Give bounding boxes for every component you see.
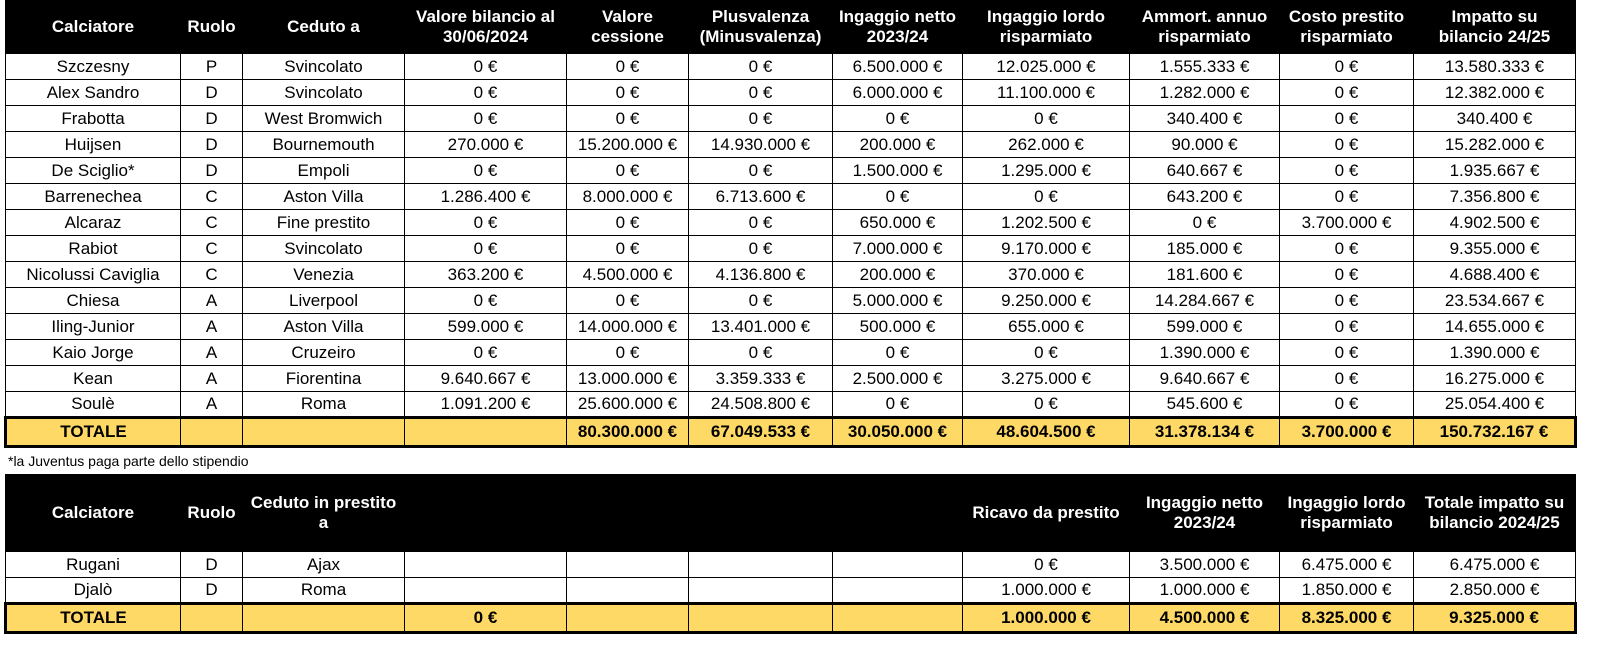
table-row (6, 288, 1576, 314)
table-cell: 0 € (1280, 132, 1414, 158)
table-cell: 25.600.000 € (567, 392, 689, 418)
total-cell (833, 604, 963, 633)
table-cell: 6.500.000 € (833, 54, 963, 80)
table-cell: Empoli (243, 158, 405, 184)
table-cell: 599.000 € (405, 314, 567, 340)
table-cell: D (181, 158, 243, 184)
table-cell: 643.200 € (1130, 184, 1280, 210)
table-cell: D (181, 132, 243, 158)
table-cell: 1.500.000 € (833, 158, 963, 184)
table-cell: Rabiot (6, 236, 181, 262)
table-cell (405, 552, 567, 578)
table-cell: 6.475.000 € (1280, 552, 1414, 578)
table-cell: 13.580.333 € (1414, 54, 1576, 80)
total-cell: 1.000.000 € (963, 604, 1130, 633)
table-cell: 0 € (405, 288, 567, 314)
table-cell: A (181, 314, 243, 340)
total-cell: TOTALE (6, 604, 181, 633)
total-cell (405, 418, 567, 447)
table-cell: Svincolato (243, 54, 405, 80)
column-header: Ricavo da prestito (963, 475, 1130, 552)
table-row (6, 552, 1576, 578)
table-cell: P (181, 54, 243, 80)
table-cell: 6.475.000 € (1414, 552, 1576, 578)
total-cell: TOTALE (6, 418, 181, 447)
table-cell: 1.000.000 € (963, 578, 1130, 604)
table-cell: 14.655.000 € (1414, 314, 1576, 340)
table-cell: 0 € (1280, 54, 1414, 80)
table-cell: 0 € (689, 236, 833, 262)
total-cell: 67.049.533 € (689, 418, 833, 447)
table-cell: D (181, 106, 243, 132)
table-row (6, 132, 1576, 158)
total-cell: 3.700.000 € (1280, 418, 1414, 447)
table-cell: D (181, 552, 243, 578)
table-cell: 0 € (1280, 392, 1414, 418)
table-cell: 0 € (833, 106, 963, 132)
table-cell: 200.000 € (833, 262, 963, 288)
table-cell: Kean (6, 366, 181, 392)
table-cell: C (181, 210, 243, 236)
table-cell: 9.640.667 € (405, 366, 567, 392)
table-cell: 6.000.000 € (833, 80, 963, 106)
table-cell: 1.202.500 € (963, 210, 1130, 236)
table-cell (567, 578, 689, 604)
total-cell: 150.732.167 € (1414, 418, 1576, 447)
table-row (6, 578, 1576, 604)
table-cell: 15.200.000 € (567, 132, 689, 158)
table-cell: 0 € (567, 80, 689, 106)
table-cell: 13.000.000 € (567, 366, 689, 392)
table-cell: 363.200 € (405, 262, 567, 288)
column-header (833, 475, 963, 552)
table-cell: 0 € (963, 184, 1130, 210)
table-cell: 262.000 € (963, 132, 1130, 158)
table-cell: Alex Sandro (6, 80, 181, 106)
table-cell: 16.275.000 € (1414, 366, 1576, 392)
table-cell: 15.282.000 € (1414, 132, 1576, 158)
table-cell: 11.100.000 € (963, 80, 1130, 106)
table-cell: 0 € (567, 340, 689, 366)
table-cell: 14.284.667 € (1130, 288, 1280, 314)
table-cell: Fine prestito (243, 210, 405, 236)
table-cell: 0 € (1280, 158, 1414, 184)
table-cell: 599.000 € (1130, 314, 1280, 340)
table-cell: 1.390.000 € (1130, 340, 1280, 366)
table-cell: 12.382.000 € (1414, 80, 1576, 106)
table-cell: 181.600 € (1130, 262, 1280, 288)
table-cell: 0 € (963, 340, 1130, 366)
table-cell: 0 € (833, 184, 963, 210)
column-header: Ceduto a (243, 1, 405, 54)
table-cell: 0 € (963, 106, 1130, 132)
table-cell: Huijsen (6, 132, 181, 158)
table-cell: 0 € (1280, 314, 1414, 340)
column-header: Costo prestito risparmiato (1280, 1, 1414, 54)
total-row (6, 418, 1576, 447)
total-cell (567, 604, 689, 633)
table-cell: 0 € (689, 106, 833, 132)
table-cell: 655.000 € (963, 314, 1130, 340)
total-cell: 9.325.000 € (1414, 604, 1576, 633)
table-cell (689, 578, 833, 604)
table-cell: 0 € (567, 236, 689, 262)
table-cell: 545.600 € (1130, 392, 1280, 418)
column-header: Ingaggio netto 2023/24 (833, 1, 963, 54)
total-cell (689, 604, 833, 633)
table-cell: 0 € (833, 392, 963, 418)
total-cell (243, 418, 405, 447)
loans-table (4, 474, 1577, 634)
table-cell: 0 € (1280, 184, 1414, 210)
table-cell: Cruzeiro (243, 340, 405, 366)
table-cell: 0 € (1280, 106, 1414, 132)
table-cell: Chiesa (6, 288, 181, 314)
table-cell: 340.400 € (1130, 106, 1280, 132)
table-cell: 4.500.000 € (567, 262, 689, 288)
table-cell: 0 € (405, 106, 567, 132)
table-cell: 1.000.000 € (1130, 578, 1280, 604)
table-cell: 90.000 € (1130, 132, 1280, 158)
table-row (6, 106, 1576, 132)
total-cell: 80.300.000 € (567, 418, 689, 447)
column-header: Ceduto in prestito a (243, 475, 405, 552)
table-cell: Roma (243, 578, 405, 604)
column-header (689, 475, 833, 552)
table-cell (405, 578, 567, 604)
table-row (6, 314, 1576, 340)
table-cell: 12.025.000 € (963, 54, 1130, 80)
table-row (6, 158, 1576, 184)
table-cell: 3.500.000 € (1130, 552, 1280, 578)
column-header: Calciatore (6, 475, 181, 552)
table-row (6, 54, 1576, 80)
column-header: Ruolo (181, 1, 243, 54)
table-cell: C (181, 262, 243, 288)
table-cell: Nicolussi Caviglia (6, 262, 181, 288)
column-header: Ingaggio lordo risparmiato (963, 1, 1130, 54)
table-cell: 4.688.400 € (1414, 262, 1576, 288)
table-cell: 650.000 € (833, 210, 963, 236)
table-cell: Fiorentina (243, 366, 405, 392)
table-cell: 5.000.000 € (833, 288, 963, 314)
column-header: Ruolo (181, 475, 243, 552)
column-header: Ammort. annuo risparmiato (1130, 1, 1280, 54)
table-cell: 0 € (963, 392, 1130, 418)
table-cell: D (181, 578, 243, 604)
table-header-row (6, 475, 1576, 552)
table-cell: 0 € (405, 210, 567, 236)
table-cell: 200.000 € (833, 132, 963, 158)
table-cell: 9.250.000 € (963, 288, 1130, 314)
table-cell: 8.000.000 € (567, 184, 689, 210)
table-cell: C (181, 184, 243, 210)
table-cell: 4.902.500 € (1414, 210, 1576, 236)
table-cell: 13.401.000 € (689, 314, 833, 340)
table-row (6, 366, 1576, 392)
total-cell: 30.050.000 € (833, 418, 963, 447)
table-cell: A (181, 288, 243, 314)
table-cell: 0 € (689, 158, 833, 184)
table-cell: 9.355.000 € (1414, 236, 1576, 262)
table-cell: Venezia (243, 262, 405, 288)
table-cell: 0 € (405, 236, 567, 262)
table-cell: Bournemouth (243, 132, 405, 158)
table-cell: Svincolato (243, 236, 405, 262)
table-cell: Frabotta (6, 106, 181, 132)
table-cell: A (181, 392, 243, 418)
table-cell: 185.000 € (1130, 236, 1280, 262)
column-header: Plusvalenza (Minusvalenza) (689, 1, 833, 54)
table-cell: 0 € (567, 210, 689, 236)
table-header-row (6, 1, 1576, 54)
table-cell: 0 € (963, 552, 1130, 578)
table-cell: Ajax (243, 552, 405, 578)
table-cell: 3.275.000 € (963, 366, 1130, 392)
table-cell: 0 € (689, 54, 833, 80)
table-cell: 0 € (405, 54, 567, 80)
column-header: Ingaggio lordo risparmiato (1280, 475, 1414, 552)
table-cell: 0 € (1280, 236, 1414, 262)
table-cell: De Sciglio* (6, 158, 181, 184)
table-cell: 0 € (1280, 288, 1414, 314)
table-cell: 0 € (689, 340, 833, 366)
table-cell: Iling-Junior (6, 314, 181, 340)
table-cell: Svincolato (243, 80, 405, 106)
table-cell: 1.390.000 € (1414, 340, 1576, 366)
total-cell (181, 418, 243, 447)
table-cell: D (181, 80, 243, 106)
table-row (6, 210, 1576, 236)
table-cell: 0 € (567, 158, 689, 184)
table-cell: Alcaraz (6, 210, 181, 236)
footnote: *la Juventus paga parte dello stipendio (8, 453, 249, 469)
table-row (6, 262, 1576, 288)
table-cell: 1.091.200 € (405, 392, 567, 418)
table-cell: 0 € (1280, 340, 1414, 366)
table-cell: Kaio Jorge (6, 340, 181, 366)
table-cell: 0 € (1280, 80, 1414, 106)
table-cell: Aston Villa (243, 314, 405, 340)
table-cell: 0 € (689, 80, 833, 106)
table-cell: Djalò (6, 578, 181, 604)
table-row (6, 340, 1576, 366)
total-cell: 48.604.500 € (963, 418, 1130, 447)
table-cell: 3.359.333 € (689, 366, 833, 392)
table-cell: 24.508.800 € (689, 392, 833, 418)
table-cell: C (181, 236, 243, 262)
table-cell (833, 552, 963, 578)
table-cell: 14.930.000 € (689, 132, 833, 158)
table-cell: 0 € (1280, 366, 1414, 392)
column-header (405, 475, 567, 552)
table-cell: 0 € (689, 210, 833, 236)
table-cell: 1.282.000 € (1130, 80, 1280, 106)
table-row (6, 184, 1576, 210)
table-cell: 1.295.000 € (963, 158, 1130, 184)
table-cell (833, 578, 963, 604)
table-cell: A (181, 340, 243, 366)
column-header: Calciatore (6, 1, 181, 54)
table-cell: Szczesny (6, 54, 181, 80)
table-cell: Aston Villa (243, 184, 405, 210)
table-cell (567, 552, 689, 578)
table-cell: 6.713.600 € (689, 184, 833, 210)
total-cell: 31.378.134 € (1130, 418, 1280, 447)
table-row (6, 80, 1576, 106)
table-cell: Soulè (6, 392, 181, 418)
column-header: Valore bilancio al 30/06/2024 (405, 1, 567, 54)
table-cell: 25.054.400 € (1414, 392, 1576, 418)
table-cell: 1.555.333 € (1130, 54, 1280, 80)
total-cell (181, 604, 243, 633)
table-cell (689, 552, 833, 578)
total-cell: 0 € (405, 604, 567, 633)
table-cell: 23.534.667 € (1414, 288, 1576, 314)
table-cell: 2.850.000 € (1414, 578, 1576, 604)
total-row (6, 604, 1576, 633)
column-header: Valore cessione (567, 1, 689, 54)
table-cell: 0 € (405, 340, 567, 366)
table-cell: 0 € (689, 288, 833, 314)
table-cell: 270.000 € (405, 132, 567, 158)
table-cell: 0 € (567, 288, 689, 314)
table-cell: 0 € (833, 340, 963, 366)
column-header: Impatto su bilancio 24/25 (1414, 1, 1576, 54)
table-cell: 9.640.667 € (1130, 366, 1280, 392)
table-cell: 0 € (1280, 262, 1414, 288)
table-cell: 500.000 € (833, 314, 963, 340)
table-cell: 0 € (567, 106, 689, 132)
table-cell: 0 € (405, 158, 567, 184)
table-cell: 640.667 € (1130, 158, 1280, 184)
table-cell: 340.400 € (1414, 106, 1576, 132)
table-cell: 370.000 € (963, 262, 1130, 288)
table-cell: Rugani (6, 552, 181, 578)
table-cell: 2.500.000 € (833, 366, 963, 392)
table-cell: 7.356.800 € (1414, 184, 1576, 210)
table-cell: 0 € (405, 80, 567, 106)
table-cell: 1.850.000 € (1280, 578, 1414, 604)
transfers-table (4, 0, 1577, 448)
table-cell: 4.136.800 € (689, 262, 833, 288)
table-cell: 14.000.000 € (567, 314, 689, 340)
table-cell: 9.170.000 € (963, 236, 1130, 262)
table-row (6, 236, 1576, 262)
column-header (567, 475, 689, 552)
table-cell: Roma (243, 392, 405, 418)
table-cell: Liverpool (243, 288, 405, 314)
table-cell: 7.000.000 € (833, 236, 963, 262)
table-cell: West Bromwich (243, 106, 405, 132)
table-cell: A (181, 366, 243, 392)
table-cell: 3.700.000 € (1280, 210, 1414, 236)
total-cell: 8.325.000 € (1280, 604, 1414, 633)
table-row (6, 392, 1576, 418)
table-cell: 1.935.667 € (1414, 158, 1576, 184)
table-cell: 0 € (1130, 210, 1280, 236)
column-header: Totale impatto su bilancio 2024/25 (1414, 475, 1576, 552)
table-cell: 1.286.400 € (405, 184, 567, 210)
table-cell: 0 € (567, 54, 689, 80)
total-cell: 4.500.000 € (1130, 604, 1280, 633)
column-header: Ingaggio netto 2023/24 (1130, 475, 1280, 552)
total-cell (243, 604, 405, 633)
table-cell: Barrenechea (6, 184, 181, 210)
